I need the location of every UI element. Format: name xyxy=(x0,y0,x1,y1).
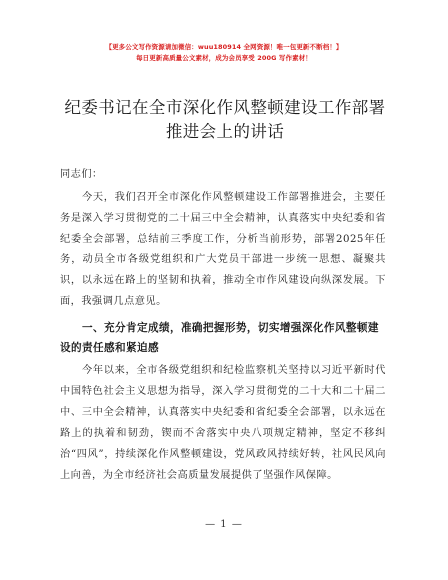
section-heading-1: 一、充分肯定成绩，准确把握形势，切实增强深化作风整顿建设的责任感和紧迫感 xyxy=(60,322,379,354)
paragraph-section-1: 今年以来，全市各级党组织和纪检监察机关坚持以习近平新时代中国特色社会主义思想为指导，深入学习贯彻党的二十大和二十届二中、三中全会精神，认真落实中央纪委和省纪委全会部署，以永远在路上的执着和韧劲，锲而不舍落实中央八项规定精神，坚定不移纠治“四风”，持续深化作风整顿建设，党风政风持续好转，社风民风向上向善，为全市经济社会高质量发展提供了坚强作风保障。 xyxy=(60,365,386,481)
promo-banner-line-2: 每日更新高质量公文素材，成为会员享受 200G 写作素材！ xyxy=(136,54,312,62)
document-title: 纪委书记在全市深化作风整顿建设工作部署推进会上的讲话 xyxy=(64,98,386,141)
salutation: 同志们： xyxy=(60,169,103,180)
page-number: — 1 — xyxy=(205,519,243,530)
promo-banner-line-1: 【更多公文写作资源请加微信：wuu180914 全网资源！唯一包更新不断档！】 xyxy=(105,43,343,51)
paragraph-intro: 今天，我们召开全市深化作风整顿建设工作部署推进会，主要任务是深入学习贯彻党的二十届三中全会精神，认真落实中央纪委和省纪委全会部署，总结前三季度工作，分析当前形势，部署2025年任务，动员全市各级党组织和广大党员干部进一步统一思想、凝聚共识，以永远在路上的坚韧和执着，推动全市作风建设向纵深发展。下面，我强调几点意见。 xyxy=(60,192,386,307)
